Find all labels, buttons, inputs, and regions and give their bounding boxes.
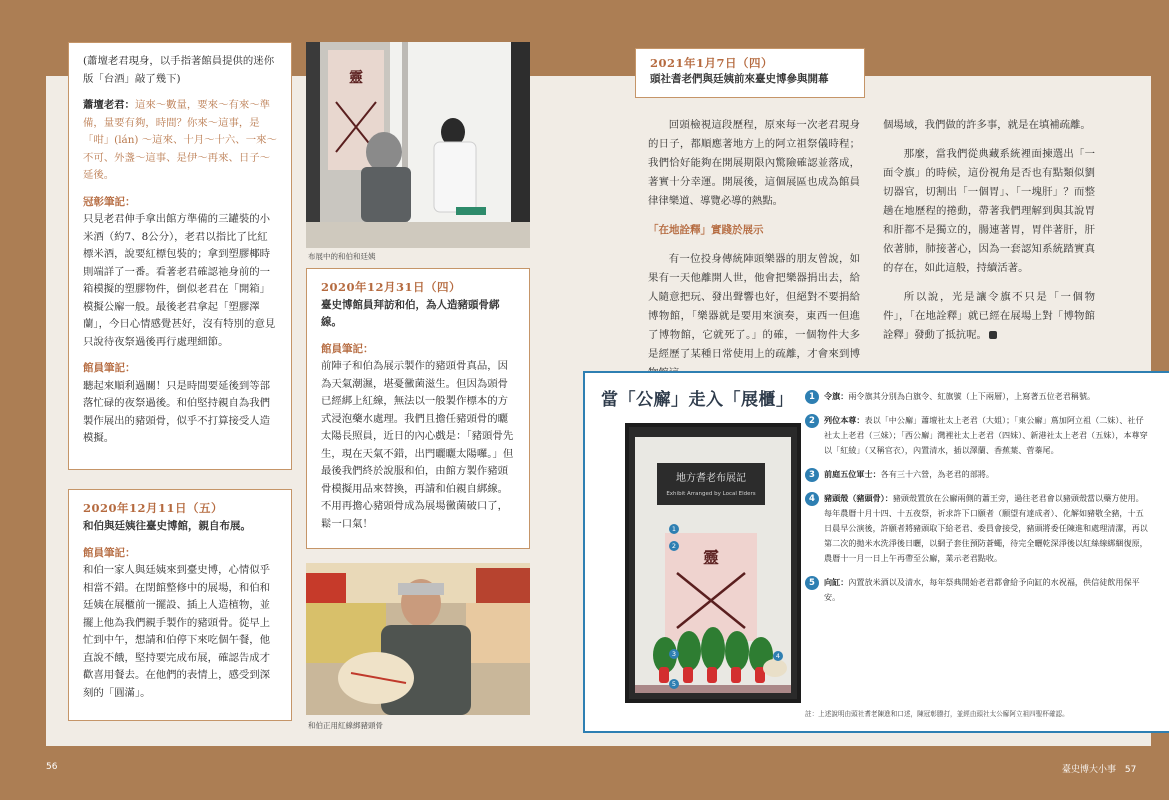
legend-number: 4 [805, 492, 819, 506]
legend-item [805, 467, 1150, 482]
legend-label: 令旗： [824, 391, 849, 401]
legend-number: 3 [805, 468, 819, 482]
legend-text-wrap [824, 413, 1150, 458]
body-paragraph: 回頭檢視這段歷程，原來每一次老君現身的日子，都順應著地方上的阿立祖祭儀時程；我們恰好能夠在開展期限內驚險確認並落成，著實十分幸運。開展後，這個展區也成為館員律律樂道、導覽必導的熱點。 [648, 119, 860, 207]
entry-heading: 館員筆記： [83, 546, 136, 559]
entry-text: 前陣子和伯為展示製作的豬頭骨真品，因為天氣潮濕，堪憂黴菌滋生。但因為頭骨已經綁上紅線，無法以一般製作標本的方式浸泡藥水處理。我們且擔任豬頭骨的曬太陽長照員，近日的內心戲是：「豬頭骨先生，現在天氣不錯，出門曬曬太陽囉。」但最後我們終於說服和伯，由館方製作豬頭骨模擬用品來替換，再請和伯親自綁線。不用再擔心豬頭骨成為展場黴菌破口了，鬆一口氣！ [321, 360, 514, 530]
photo-binding-illustration [306, 563, 530, 715]
entry-text: 和伯一家人與廷姨來到臺史博，心情似乎相當不錯。在閉館整修中的展場，和伯和廷姨在展櫃前一擺設、插上人造植物，並擺上他為我們親手製作的豬頭骨。從早上忙到中午，想請和伯停下來吃個午餐，他直說不餓，堅持要完成布展，確認告成才歡喜用餐去。在他們的表情上，感受到深刻的「圓滿」。 [83, 564, 271, 699]
sidebar-title: 當「公廨」走入「展櫃」 [601, 390, 794, 410]
guanzhang-heading: 冠彰筆記： [83, 195, 136, 208]
legend-text: 表以「中公廨」蕭壇社太上老君（大姐）；「東公廨」蔦加阿立祖（二妹）、社仔社太上老君（三妹）；「西公廨」灣裡社太上老君（四妹）、新港社太上老君（五妹），本尊穿以「紅綾」（又稱官衣），內置清水，插以澤蘭、香蕉葉、菅蓁尾。 [824, 415, 1148, 455]
body-paragraph: 個場域，我們做的許多事，就是在填補疏離。 [883, 119, 1091, 131]
notes-intro: (蕭壇老君現身，以手指著館員提供的迷你版「台酒」敲了幾下) [83, 55, 275, 85]
legend-text: 豬頭殼置放在公廨兩側的蕭王旁，過往老君會以豬頭殼當以藥方使用。每年農曆十月十四、十五夜祭，祈求許下口願者（願望有達成者）、化解如豬敬全豬，十五日晨早公演後，許願者將豬頭取下給老君、委員會接受，豬頭將委任陳進和處理清潔，再以第二次的拋米水洗淨後日曬，以網子套住預防蒼蠅，待完全曬乾深淨後以紅絲線綁綑復原，農曆十一月一日上午再帶至公廨，業示老君點收。 [824, 493, 1148, 563]
body-paragraph: 那麼，當我們從典藏系統裡面揀選出「一面令旗」的時候，這份視角是否也有點類似劉切器官，切割出「一個胃」、「一塊肝」？而整趟在地歷程的捲動，帶著我們理解到與其說胃和肝都不是獨立的，腸連著胃，胃伴著肝，肝依著肺，肺接著心，因為一套認知系統踏實真的存在，如此這般，持續活著。 [883, 148, 1095, 274]
exhibit-case-illustration [625, 423, 801, 703]
legend-item [805, 575, 1150, 605]
page-number-left: 56 [46, 762, 58, 772]
entry-subtitle: 臺史博館員拜訪和伯，為人造豬頭骨綁線。 [321, 298, 500, 328]
photo-setup [306, 42, 530, 248]
legend-text-wrap [824, 389, 1095, 404]
entry-date: 2020年12月31日（四） [321, 280, 462, 294]
legend-text-wrap [824, 467, 994, 482]
photo-setup-illustration [306, 42, 530, 248]
running-footer-label: 臺史博大小事 [1062, 765, 1117, 775]
sidebar-footnote: 註：上述說明由頭社耆老陳進和口述，陳冠彰謄打，並經由頭社太公廨阿立祖四聖杯確認。 [805, 710, 1069, 718]
legend-item [805, 389, 1150, 404]
legend-label: 列位本尊： [824, 415, 865, 425]
legend-number: 1 [805, 390, 819, 404]
exhibit-case-photo [625, 423, 801, 703]
guanyuan-text: 聽起來順利過關！只是時間要延後到等部落忙碌的夜祭過後。和伯堅持親自為我們製作展出的豬頭骨，似乎不打算接受人造模擬。 [83, 379, 271, 444]
section-heading: 「在地詮釋」實踐於展示 [648, 224, 764, 236]
legend-number: 5 [805, 576, 819, 590]
legend-text: 各有三十六營，為老君的部將。 [880, 469, 994, 479]
legend-item [805, 413, 1150, 458]
speech [83, 97, 277, 185]
sidebar-legend-list [805, 389, 1150, 614]
entry-box-1211 [68, 489, 292, 721]
legend-label: 前庭五位軍士： [824, 469, 881, 479]
svg-text:靈: 靈 [349, 70, 363, 86]
legend-text: 內置放米酒以及清水，每年祭典開始老君都會給予向缸的水祝福，供信徒飲用保平安。 [824, 577, 1140, 602]
body-paragraph-text: 所以說，光是讓令旗不只是「一個物件」，「在地詮釋」就已經在展場上對「博物館詮釋」發動了抵抗呢。 [883, 291, 1095, 341]
legend-item [805, 491, 1150, 566]
entry-date: 2021年1月7日（四） [650, 56, 774, 70]
speaker-label: 蕭壇老君： [83, 99, 135, 111]
entry-subtitle: 和伯與廷姨往臺史博館，親自布展。 [83, 519, 251, 532]
legend-number: 2 [805, 414, 819, 428]
notes-box [68, 42, 292, 470]
guanzhang-text: 只見老君伸手拿出館方準備的三罐裝的小米酒（約7、8公分），老君以指比了比紅標米酒，說要紅標包裝的；拿到塑膠椰時則端詳了一番。看著老君確認祂身前的一箱模擬的塑膠物件，倒似老君在「開箱」模擬公廨一般。最後老君拿起「塑膠澤蘭」，今日心情感覺甚好，沒有特別的意見只說待夜祭過後再行處理細節。 [83, 213, 276, 348]
entry-date: 2020年12月11日（五） [83, 501, 224, 515]
page-number-right [1062, 762, 1136, 775]
body-column-left [648, 116, 860, 393]
photo-binding [306, 563, 530, 715]
legend-label: 豬頭殼（豬頭骨）： [824, 493, 893, 503]
display-subtitle: Exhibit Arranged by Local Elders [666, 491, 756, 497]
guanyuan-heading: 館員筆記： [83, 362, 136, 374]
legend-text-wrap [824, 575, 1150, 605]
marker-4: 4 [773, 651, 783, 661]
body-paragraph-last [883, 288, 1095, 345]
sidebar-exhibit-box [583, 371, 1169, 733]
entry-subtitle: 頭社耆老們與廷姨前來臺史博參與開幕 [650, 73, 829, 85]
entry-box-1231 [306, 268, 530, 549]
legend-text: 兩令旗其分別為白旗令、紅旗號（上下兩層），上寫著五位老君稱號。 [848, 391, 1096, 401]
svg-text:靈: 靈 [702, 548, 720, 567]
page-number: 57 [1124, 765, 1137, 775]
body-column-right [883, 116, 1095, 355]
legend-label: 向缸： [824, 577, 849, 587]
body-paragraph: 有一位投身傳統陣頭樂器的朋友曾說，如果有一天他離開人世，他會把樂器捐出去，給人隨意把玩、發出聲響也好，但絕對不要捐給博物館，「樂器就是要用來演奏，東西一但進了博物館，它就死了。」的確，一個物件大多是經歷了某種日常使用上的疏離，才會來到博 [648, 253, 860, 360]
marker-1: 1 [669, 524, 679, 534]
photo-setup-caption: 布展中的和伯和廷姨 [308, 252, 376, 261]
entry-box-0107 [635, 48, 865, 98]
speech-text: 這來～數量，要來～有來～準備，量要有夠，時間？你來～這事，是「咁」(lán) ～這來、十月～十六、一來～不可、外盞～這事、是伊～再來、日子～延後。 [83, 99, 277, 181]
end-mark-icon [989, 331, 997, 339]
marker-2: 2 [669, 541, 679, 551]
marker-5: 5 [669, 679, 679, 689]
photo-binding-caption: 和伯正用紅線綁豬頭骨 [308, 721, 383, 730]
entry-heading: 館員筆記： [321, 342, 374, 355]
legend-text-wrap [824, 491, 1150, 566]
display-title: 地方耆老布展記 [676, 473, 746, 484]
marker-3: 3 [669, 649, 679, 659]
